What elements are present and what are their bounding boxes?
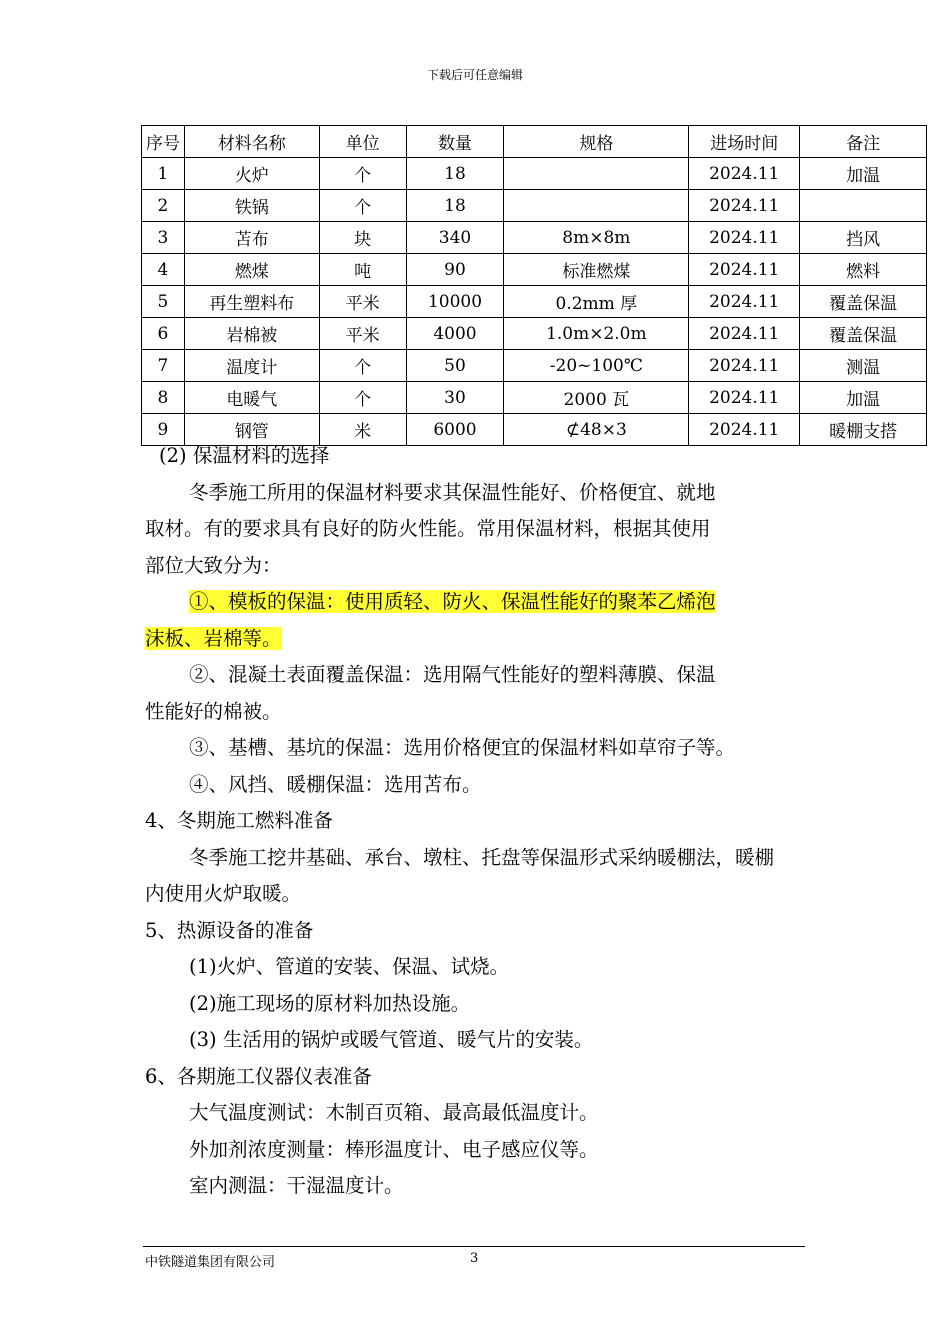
table-cell: 8	[142, 382, 185, 414]
table-cell: 8m×8m	[504, 222, 689, 254]
table-cell: 覆盖保温	[800, 318, 927, 350]
table-cell: 0.2mm 厚	[504, 286, 689, 318]
table-cell: 火炉	[184, 158, 319, 190]
table-cell: 覆盖保温	[800, 286, 927, 318]
table-cell: 平米	[319, 318, 406, 350]
table-cell: 挡风	[800, 222, 927, 254]
table-cell: 18	[406, 158, 504, 190]
table-cell: 平米	[319, 286, 406, 318]
table-cell: 2000 瓦	[504, 382, 689, 414]
table-cell	[504, 190, 689, 222]
table-cell: 暖棚支搭	[800, 414, 927, 446]
table-cell: 标准燃煤	[504, 254, 689, 286]
table-cell: 2024.11	[689, 350, 800, 382]
table-cell: 测温	[800, 350, 927, 382]
materials-table	[141, 125, 927, 446]
paragraph: ②、混凝土表面覆盖保温：选用隔气性能好的塑料薄膜、保温	[189, 663, 716, 686]
table-cell: 燃煤	[184, 254, 319, 286]
table-cell: 2024.11	[689, 318, 800, 350]
header-cell: 材料名称	[184, 126, 319, 158]
table-cell: 6	[142, 318, 185, 350]
table-cell: 30	[406, 382, 504, 414]
table-cell: -20~100℃	[504, 350, 689, 382]
table-cell: 个	[319, 350, 406, 382]
paragraph: 内使用火炉取暖。	[145, 882, 302, 905]
footer-company: 中铁隧道集团有限公司	[145, 1255, 276, 1270]
header-cell: 序号	[142, 126, 185, 158]
table-cell: 再生塑料布	[184, 286, 319, 318]
header-note: 下载后可任意编辑	[426, 68, 523, 82]
paragraph: 室内测温：干湿温度计。	[189, 1174, 404, 1197]
header-cell: 备注	[800, 126, 927, 158]
table-row	[142, 254, 927, 286]
table-cell: 加温	[800, 382, 927, 414]
table-cell: 7	[142, 350, 185, 382]
paragraph: (3) 生活用的锅炉或暖气管道、暖气片的安装。	[189, 1028, 594, 1051]
table-cell: 2024.11	[689, 286, 800, 318]
table-row	[142, 318, 927, 350]
highlighted-text: ①、模板的保温：使用质轻、防火、保温性能好的聚苯乙烯泡	[189, 590, 716, 613]
table-cell: 4	[142, 254, 185, 286]
paragraph: (2)施工现场的原材料加热设施。	[189, 991, 471, 1015]
paragraph: 外加剂浓度测量：棒形温度计、电子感应仪等。	[189, 1137, 599, 1161]
table-cell: 吨	[319, 254, 406, 286]
table-header-row	[142, 126, 927, 158]
header-cell: 单位	[319, 126, 406, 158]
table-cell: 4000	[406, 318, 504, 350]
table-cell: 岩棉被	[184, 318, 319, 350]
footer-divider	[143, 1246, 805, 1247]
table-row	[142, 382, 927, 414]
paragraph: 取材。有的要求具有良好的防火性能。常用保温材料，根据其使用	[145, 517, 711, 540]
table-cell: 2024.11	[689, 158, 800, 190]
table-cell: 2	[142, 190, 185, 222]
table-row	[142, 190, 927, 222]
table-cell: 电暖气	[184, 382, 319, 414]
table-row	[142, 222, 927, 254]
page-number: 3	[470, 1251, 479, 1266]
table-cell: 6000	[406, 414, 504, 446]
table-cell: 2024.11	[689, 222, 800, 254]
table-cell: 1	[142, 158, 185, 190]
section-heading: 5、热源设备的准备	[145, 918, 314, 942]
table-cell: 钢管	[184, 414, 319, 446]
highlighted-text: 沫板、岩棉等。	[145, 626, 282, 650]
paragraph: ③、基槽、基坑的保温：选用价格便宜的保温材料如草帘子等。	[189, 736, 736, 759]
table-cell: 个	[319, 382, 406, 414]
table-row	[142, 350, 927, 382]
paragraph: 冬季施工挖井基础、承台、墩柱、托盘等保温形式采纳暖棚法，暖棚	[189, 845, 775, 869]
table-cell: 苫布	[184, 222, 319, 254]
section-heading: 6、各期施工仪器仪表准备	[145, 1064, 372, 1088]
body-text	[145, 438, 825, 1205]
table-cell: 340	[406, 222, 504, 254]
table-cell: 个	[319, 158, 406, 190]
table-cell: 3	[142, 222, 185, 254]
table-row	[142, 158, 927, 190]
table-body	[142, 158, 927, 446]
table-cell: 块	[319, 222, 406, 254]
table-cell: 18	[406, 190, 504, 222]
table-cell: 2024.11	[689, 190, 800, 222]
table-cell: 10000	[406, 286, 504, 318]
table-cell: 1.0m×2.0m	[504, 318, 689, 350]
section-subtitle: (2) 保温材料的选择	[159, 444, 330, 467]
table-cell: ⊄48×3	[504, 414, 689, 446]
table-cell: 铁锅	[184, 190, 319, 222]
table-row	[142, 286, 927, 318]
table-cell: 燃料	[800, 254, 927, 286]
table-cell: 2024.11	[689, 382, 800, 414]
header-cell: 数量	[406, 126, 504, 158]
paragraph: 冬季施工所用的保温材料要求其保温性能好、价格便宜、就地	[189, 480, 716, 504]
table-cell: 5	[142, 286, 185, 318]
table-cell	[800, 190, 927, 222]
header-cell: 进场时间	[689, 126, 800, 158]
table-cell: 米	[319, 414, 406, 446]
table-cell	[504, 158, 689, 190]
table-cell: 90	[406, 254, 504, 286]
header-cell: 规格	[504, 126, 689, 158]
paragraph: 大气温度测试：木制百页箱、最高最低温度计。	[189, 1101, 599, 1124]
table-cell: 2024.11	[689, 254, 800, 286]
paragraph: 部位大致分为：	[145, 553, 282, 577]
table-cell: 温度计	[184, 350, 319, 382]
table-cell: 个	[319, 190, 406, 222]
table-cell: 9	[142, 414, 185, 446]
section-heading: 4、冬期施工燃料准备	[145, 809, 333, 832]
paragraph: (1)火炉、管道的安装、保温、试烧。	[189, 955, 510, 978]
table-cell: 2024.11	[689, 414, 800, 446]
paragraph: 性能好的棉被。	[145, 699, 282, 723]
paragraph: ④、风挡、暖棚保温：选用苫布。	[189, 772, 482, 796]
table-cell: 50	[406, 350, 504, 382]
table-cell: 加温	[800, 158, 927, 190]
